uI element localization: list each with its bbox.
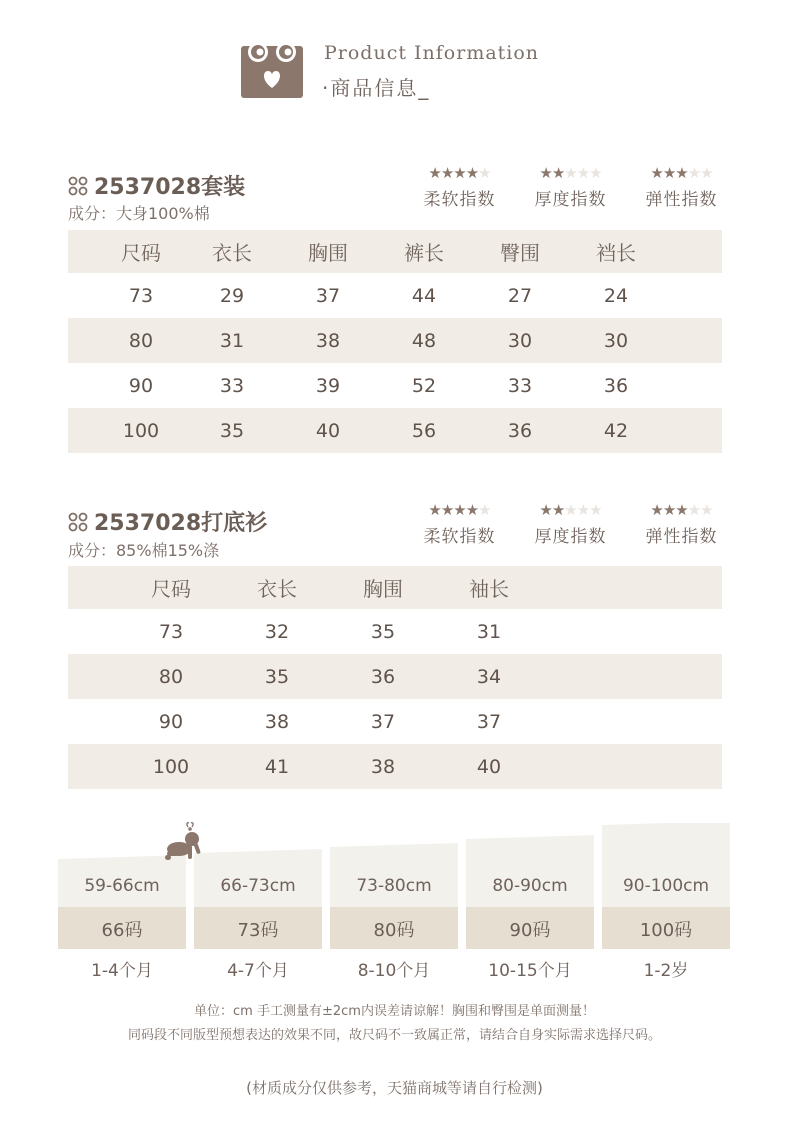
table-header-cell: 尺码 (151, 577, 191, 601)
star-filled-icon: ★ (539, 501, 552, 519)
table-row (68, 744, 722, 789)
star-filled-icon: ★ (650, 164, 663, 182)
product-1-name-row (68, 170, 245, 201)
header-title-cn: ·商品信息_ (322, 76, 431, 100)
table-header-cell: 臀围 (500, 241, 540, 265)
table-cell: 80 (158, 665, 184, 688)
star-filled-icon: ★ (465, 164, 479, 182)
star-rating-icon (413, 502, 506, 518)
rating-item (635, 502, 728, 547)
table-cell: 100 (152, 755, 190, 778)
table-cell: 52 (411, 374, 437, 397)
star-filled-icon: ★ (428, 501, 441, 519)
star-empty-icon: ★ (576, 501, 590, 519)
table-cell: 32 (264, 620, 290, 643)
rating-item (524, 502, 617, 547)
star-filled-icon: ★ (675, 164, 688, 182)
table-header-row (68, 230, 722, 273)
star-filled-icon: ★ (539, 164, 552, 182)
table-header-cell: 裆长 (596, 241, 636, 265)
rating-label: 柔软指数 (423, 190, 496, 210)
table-row (68, 654, 722, 699)
height-range-label: 73-80cm (356, 876, 432, 896)
star-filled-icon: ★ (453, 501, 466, 519)
four-circles-icon (68, 512, 88, 532)
star-filled-icon: ★ (465, 501, 479, 519)
star-empty-icon: ★ (564, 164, 577, 182)
table-header-cell: 胸围 (363, 577, 403, 601)
star-filled-icon: ★ (675, 501, 688, 519)
table-cell: 90 (158, 710, 184, 733)
star-filled-icon: ★ (428, 164, 441, 182)
rating-item (413, 502, 506, 547)
table-cell: 38 (264, 710, 290, 733)
size-label: 100码 (639, 920, 693, 941)
table-cell: 27 (507, 284, 533, 307)
table-cell: 31 (219, 329, 245, 352)
table-header-cell: 袖长 (469, 577, 509, 601)
star-filled-icon: ★ (662, 501, 676, 519)
height-range-label: 66-73cm (220, 876, 296, 896)
table-cell: 90 (128, 374, 154, 397)
rating-label: 弹性指数 (645, 190, 718, 210)
rating-label: 厚度指数 (534, 527, 607, 547)
table-cell: 44 (411, 284, 437, 307)
star-filled-icon: ★ (551, 501, 565, 519)
table-cell: 37 (315, 284, 341, 307)
table-row (68, 318, 722, 363)
table-header-row (68, 566, 722, 609)
table-cell: 30 (507, 329, 533, 352)
age-row (58, 956, 733, 982)
age-label: 8-10个月 (357, 961, 431, 981)
star-rating-icon (524, 502, 617, 518)
four-circles-icon (68, 176, 88, 196)
table-cell: 36 (370, 665, 396, 688)
star-empty-icon: ★ (478, 501, 491, 519)
size-label: 66码 (101, 920, 143, 941)
table-cell: 33 (219, 374, 245, 397)
table-cell: 30 (603, 329, 629, 352)
age-label: 10-15个月 (488, 961, 572, 981)
age-label: 1-4个月 (91, 961, 153, 981)
table-cell: 41 (264, 755, 290, 778)
product-1-name: 2537028套装 (94, 175, 246, 200)
table-row (68, 273, 722, 318)
star-filled-icon: ★ (662, 164, 676, 182)
table-row (68, 699, 722, 744)
product-1-composition: 成分：大身100%棉 (68, 204, 210, 223)
star-empty-icon: ★ (478, 164, 491, 182)
product-2-composition: 成分：85%棉15%涤 (68, 541, 220, 560)
star-rating-icon (635, 502, 728, 518)
table-cell: 37 (370, 710, 396, 733)
star-empty-icon: ★ (700, 164, 713, 182)
table-cell: 73 (158, 620, 184, 643)
rating-item (635, 165, 728, 210)
table-cell: 80 (128, 329, 154, 352)
star-empty-icon: ★ (687, 164, 701, 182)
rating-label: 弹性指数 (645, 527, 718, 547)
measurement-note: 单位：cm 手工测量有±2cm内误差请谅解！胸围和臀围是单面测量！ (194, 1004, 595, 1019)
rating-label: 柔软指数 (423, 527, 496, 547)
table-header-cell: 衣长 (257, 577, 297, 601)
table-cell: 37 (476, 710, 502, 733)
size-variance-note: 同码段不同版型预想表达的效果不同，故尺码不一致属正常，请结合自身实际需求选择尺码。 (127, 1028, 661, 1043)
star-empty-icon: ★ (687, 501, 701, 519)
table-cell: 56 (411, 419, 437, 442)
table-cell: 38 (370, 755, 396, 778)
star-empty-icon: ★ (564, 501, 577, 519)
height-range-label: 59-66cm (84, 876, 160, 896)
product-2-size-table (68, 566, 722, 789)
brand-bag-heart-icon (241, 38, 303, 98)
star-empty-icon: ★ (700, 501, 713, 519)
table-cell: 35 (370, 620, 396, 643)
table-row (68, 363, 722, 408)
table-cell: 73 (128, 284, 154, 307)
table-cell: 33 (507, 374, 533, 397)
table-row (68, 609, 722, 654)
age-label: 1-2岁 (643, 961, 689, 981)
star-empty-icon: ★ (589, 501, 602, 519)
height-range-label: 90-100cm (622, 876, 710, 896)
table-cell: 35 (219, 419, 245, 442)
table-cell: 36 (507, 419, 533, 442)
table-cell: 48 (411, 329, 437, 352)
table-cell: 40 (315, 419, 341, 442)
table-header-cell: 尺码 (121, 241, 161, 265)
star-rating-icon (524, 165, 617, 181)
rating-label: 厚度指数 (534, 190, 607, 210)
product-1-size-table (68, 230, 722, 453)
star-empty-icon: ★ (589, 164, 602, 182)
star-empty-icon: ★ (576, 164, 590, 182)
size-label: 80码 (373, 920, 415, 941)
star-rating-icon (635, 165, 728, 181)
product-2-name: 2537028打底衫 (94, 511, 268, 536)
star-rating-icon (413, 165, 506, 181)
growth-step-top (466, 835, 594, 907)
star-filled-icon: ★ (440, 164, 454, 182)
table-cell: 36 (603, 374, 629, 397)
product-1-ratings (413, 165, 728, 210)
table-cell: 35 (264, 665, 290, 688)
growth-step-top (330, 843, 458, 907)
rating-item (413, 165, 506, 210)
product-2-name-row (68, 506, 267, 537)
table-cell: 42 (603, 419, 629, 442)
star-filled-icon: ★ (440, 501, 454, 519)
header-title-en: Product Information (324, 42, 540, 64)
table-cell: 34 (476, 665, 502, 688)
table-cell: 40 (476, 755, 502, 778)
crawling-baby-icon (163, 821, 209, 861)
material-disclaimer: (材质成分仅供参考，天猫商城等请自行检测) (246, 1079, 543, 1097)
size-label: 90码 (509, 920, 551, 941)
star-filled-icon: ★ (551, 164, 565, 182)
table-cell: 100 (122, 419, 160, 442)
table-header-cell: 胸围 (308, 241, 348, 265)
star-filled-icon: ★ (453, 164, 466, 182)
age-label: 4-7个月 (227, 961, 289, 981)
table-cell: 31 (476, 620, 502, 643)
star-filled-icon: ★ (650, 501, 663, 519)
table-header-cell: 裤长 (404, 241, 444, 265)
table-header-cell: 衣长 (212, 241, 252, 265)
table-cell: 29 (219, 284, 245, 307)
rating-item (524, 165, 617, 210)
size-label: 73码 (237, 920, 279, 941)
table-cell: 39 (315, 374, 341, 397)
table-cell: 24 (603, 284, 629, 307)
table-cell: 38 (315, 329, 341, 352)
product-2-ratings (413, 502, 728, 547)
table-row (68, 408, 722, 453)
height-range-label: 80-90cm (492, 876, 568, 896)
